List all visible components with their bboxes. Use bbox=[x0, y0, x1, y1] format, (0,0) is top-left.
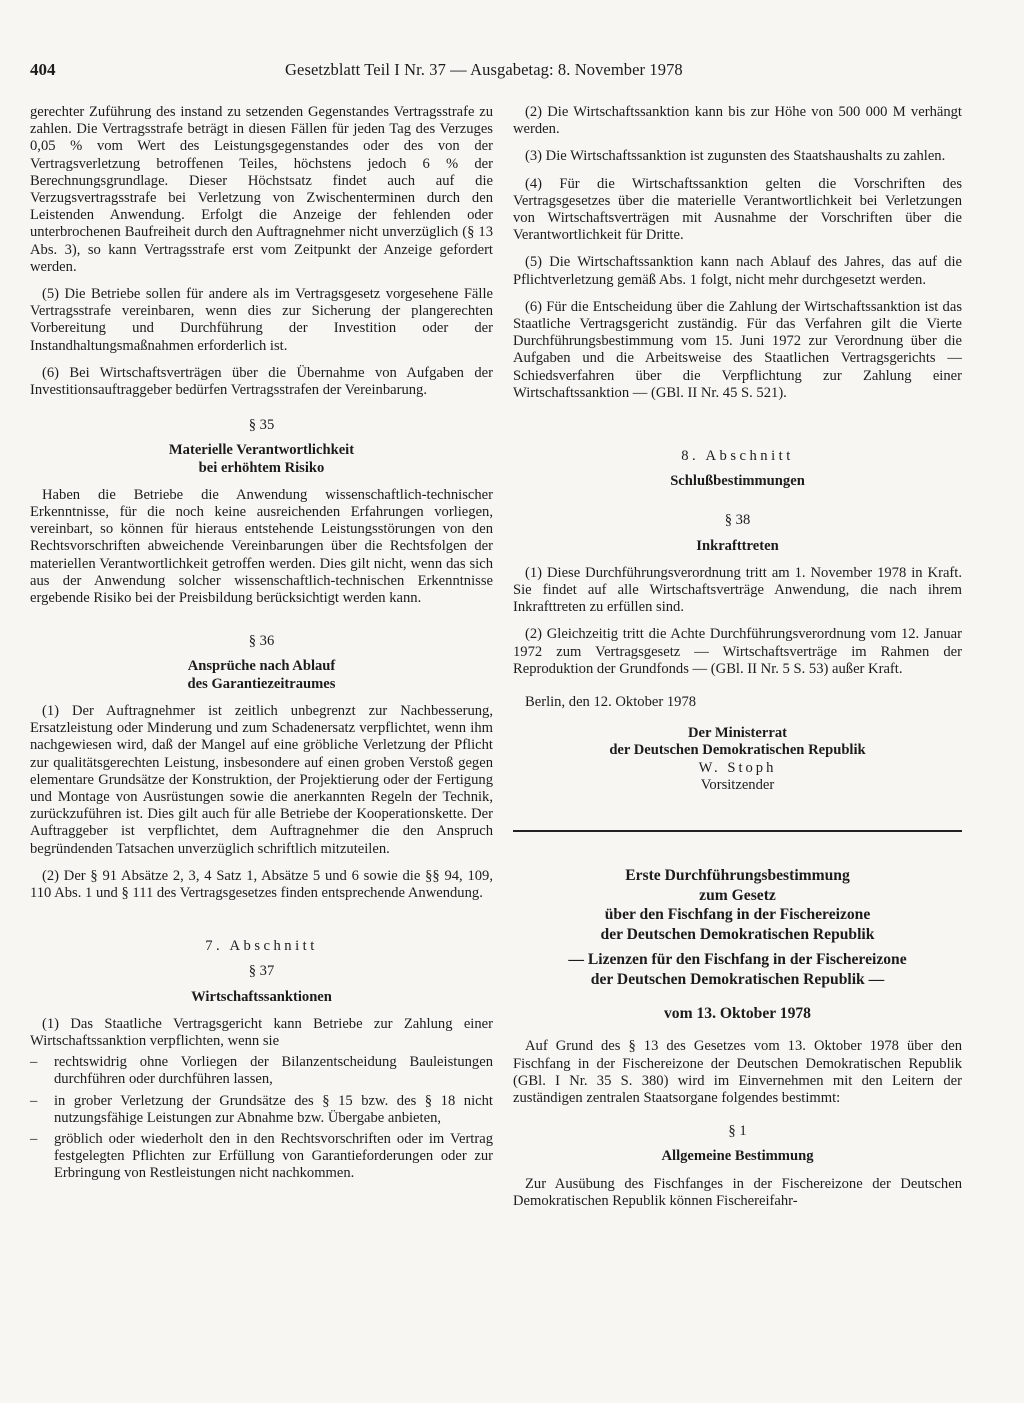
section-37-paragraph-4: (4) Für die Wirtschaftssanktion gelten die Vorschriften des Vertragsgesetzes über die materielle Verantwortlichkeit bei Verletzungen von Wirtschaftsverträgen mit Ausnahme der Vorschriften über die Verantwortlichkeit für Dritte. bbox=[513, 175, 962, 244]
page-header bbox=[30, 60, 990, 84]
decree-title-line: zum Gesetz bbox=[699, 886, 776, 904]
decree-title-line: über den Fischfang in der Fischereizone bbox=[604, 906, 871, 924]
list-item: – rechtswidrig ohne Vorliegen der Bilanzentscheidung Bauleistungen durchführen oder durchführen lassen, bbox=[30, 1054, 493, 1088]
section-37-list bbox=[30, 1054, 493, 1182]
paragraph-5: (5) Die Betriebe sollen für andere als im Vertragsgesetz vorgesehene Fälle Vertragsstrafe vereinbaren, wenn dies zur Sicherung der plangerechten Vorbereitung und Durchführung der Investition oder der Instandhaltungsmaßnahmen erforderlich ist. bbox=[30, 286, 493, 354]
signature-block bbox=[513, 725, 962, 794]
section-35-title bbox=[30, 442, 493, 476]
list-item: – in grober Verletzung der Grundsätze des § 15 bzw. des § 18 nicht nutzungsfähige Leistungen zur Abnahme bzw. Übergabe anbieten, bbox=[30, 1093, 493, 1127]
section-36-title bbox=[30, 658, 493, 692]
header-title: Gesetzblatt Teil I Nr. 37 — Ausgabetag: 8. November 1978 bbox=[285, 60, 683, 79]
section-divider bbox=[513, 830, 962, 832]
paragraph-6: (6) Bei Wirtschaftsverträgen über die Übernahme von Aufgaben der Investitionsauftraggeber bedürfen Vertragsstrafen der Vereinbarung. bbox=[30, 364, 493, 399]
section-37-paragraph-6: (6) Für die Entscheidung über die Zahlung der Wirtschaftssanktion ist das Staatliche Vertragsgericht zuständig. Für das Verfahren gilt die Vierte Durchführungsbestimmung vom 15. Juni 1972 zur Verordnung über die Aufgaben und die Arbeitsweise des Staatlichen Vertragsgerichts — Schiedsverfahren über die Verpflichtung zur Zahlung einer Wirtschaftssanktion — (GBl. II Nr. 45 S. 521). bbox=[513, 298, 962, 401]
section-35-title-line-1: Materielle Verantwortlichkeit bbox=[168, 442, 355, 459]
paragraph-continued: gerechter Zuführung des instand zu setzenden Gegenstandes Vertragsstrafe zu zahlen. Die Vertragsstrafe beträgt in diesen Fällen für jeden Tag des Verzuges 0,05 % vom Wert des Leistungsgegenstandes oder des von der Vertragsverletzung betroffenen Teiles, höchstens jedoch 6 % der Berechnungsgrundlage. Dieser Höchstsatz findet auch auf die Verzugsvertragsstrafe bei Verletzung von Zwischenterminen durch den Leistenden Anwendung. Erfolgt die Anzeige der fehlenden oder unterbrochenen Baufreiheit durch den Auftragnehmer nicht unverzüglich (§ 13 Abs. 3), so kann Vertragsstrafe erst vom Zeitpunkt der Anzeige gefordert werden. bbox=[30, 104, 493, 275]
section-38-number: § 38 bbox=[724, 512, 751, 529]
decree-section-1-title: Allgemeine Bestimmung bbox=[661, 1148, 814, 1165]
decree-title bbox=[513, 866, 962, 989]
section-36-number: § 36 bbox=[248, 633, 275, 650]
section-37-paragraph-2: (2) Die Wirtschaftssanktion kann bis zur Höhe von 500 000 M verhängt werden. bbox=[513, 104, 962, 138]
decree-section-1-number: § 1 bbox=[728, 1123, 747, 1140]
signature-body-line-2: der Deutschen Demokratischen Republik bbox=[609, 742, 866, 759]
right-column bbox=[513, 104, 962, 1220]
decree-intro: Auf Grund des § 13 des Gesetzes vom 13. Oktober 1978 über den Fischfang in der Fischereizone der Deutschen Demokratischen Republik (GBl. I Nr. 35 S. 380) wird im Einvernehmen mit den Leitern der zuständigen zentralen Staatsorgane folgendes bestimmt: bbox=[513, 1038, 962, 1106]
section-38-title: Inkrafttreten bbox=[696, 537, 779, 554]
signature-body: Der Ministerrat bbox=[687, 725, 787, 742]
section-37-paragraph-3: (3) Die Wirtschaftssanktion ist zugunsten des Staatshaushalts zu zahlen. bbox=[525, 148, 946, 165]
section-36-paragraph-1: (1) Der Auftragnehmer ist zeitlich unbegrenzt zur Nachbesserung, Ersatzleistung oder Minderung und zum Schadenersatz verpflichtet, wenn ihm nachgewiesen wird, daß der Mangel auf eine gröbliche Verletzung der Pflicht zur qualitätsgerechten Leistung, insbesondere auf einen groben Verstoß gegen elementare Grundsätze der Konstruktion, der Projektierung oder der Fertigung und Montage von Ausrüstungen sowie die anerkannten Regeln der Technik, zurückzuführen ist. Dies gilt auch für alle Betriebe der Kooperationskette. Der Auftraggeber ist verpflichtet, dem Auftragnehmer die den Anspruch begründenden Tatsachen unverzüglich schriftlich mitzuteilen. bbox=[30, 702, 493, 857]
section-37-paragraph-5: (5) Die Wirtschaftssanktion kann nach Ablauf des Jahres, das auf die Pflichtverletzung gemäß Abs. 1 folgt, nicht mehr durchgesetzt werden. bbox=[513, 254, 962, 288]
decree-section-1-text: Zur Ausübung des Fischfanges in der Fischereizone der Deutschen Demokratischen Republik können Fischereifahr- bbox=[513, 1175, 962, 1209]
place-and-date: Berlin, den 12. Oktober 1978 bbox=[525, 694, 697, 711]
chapter-8-heading: 8. Abschnitt bbox=[681, 448, 794, 465]
decree-title-line: der Deutschen Demokratischen Republik bbox=[600, 925, 875, 943]
signatory-role: Vorsitzender bbox=[700, 776, 775, 793]
decree-subtitle-line: — Lizenzen für den Fischfang in der Fischereizone bbox=[568, 951, 907, 969]
section-36-paragraph-2: (2) Der § 91 Absätze 2, 3, 4 Satz 1, Absätze 5 und 6 sowie die §§ 94, 109, 110 Abs. 1 und § 111 des Vertragsgesetzes finden entsprechende Anwendung. bbox=[30, 867, 493, 901]
chapter-8-title: Schlußbestimmungen bbox=[670, 473, 805, 490]
section-35-title-line-2: bei erhöhtem Risiko bbox=[198, 459, 325, 476]
chapter-7-heading: 7. Abschnitt bbox=[205, 938, 318, 955]
decree-title-line: Erste Durchführungsbestimmung bbox=[625, 867, 850, 885]
section-36-title-line-2: des Garantiezeitraumes bbox=[187, 675, 336, 692]
section-37-paragraph-1: (1) Das Staatliche Vertragsgericht kann Betriebe zur Zahlung einer Wirtschaftssanktion verpflichten, wenn sie bbox=[30, 1015, 493, 1049]
section-37-title: Wirtschaftssanktionen bbox=[191, 988, 332, 1005]
section-36-title-line-1: Ansprüche nach Ablauf bbox=[187, 658, 336, 675]
section-38-paragraph-2: (2) Gleichzeitig tritt die Achte Durchführungsverordnung vom 12. Januar 1972 zum Vertragsgesetz — Wirtschaftsverträge im Rahmen der Reproduktion der Grundfonds — (GBl. II Nr. 5 S. 53) außer Kraft. bbox=[513, 626, 962, 677]
left-column bbox=[30, 104, 493, 1189]
signatory-name: W. Stoph bbox=[698, 759, 777, 776]
section-37-number: § 37 bbox=[248, 963, 275, 980]
decree-date: vom 13. Oktober 1978 bbox=[664, 1005, 811, 1023]
list-item: – gröblich oder wiederholt den in den Rechtsvorschriften oder im Vertrag festgelegten Pflichten zur Erfüllung von Garantieforderungen oder zur Erbringung von Restleistungen nicht nachkommen. bbox=[30, 1131, 493, 1183]
page-number: 404 bbox=[30, 60, 56, 79]
decree-subtitle-line: der Deutschen Demokratischen Republik — bbox=[590, 970, 885, 988]
section-38-paragraph-1: (1) Diese Durchführungsverordnung tritt am 1. November 1978 in Kraft. Sie findet auf alle Wirtschaftsverträge Anwendung, die nach ihrem Inkrafttreten zu erfüllen sind. bbox=[513, 564, 962, 616]
section-35-number: § 35 bbox=[248, 417, 275, 434]
section-35-text: Haben die Betriebe die Anwendung wissenschaftlich-technischer Erkenntnisse, für die noch keine ausreichenden Erfahrungen vorliegen, vereinbart, so können für hieraus entstehende Leistungsstörungen von den Rechtsvorschriften abweichende Vereinbarungen über die Rechtsfolgen der materiellen Verantwortlichkeit getroffen werden. Dies gilt nicht, wenn das sich aus der Anwendung solcher wissenschaftlich-technischen Erkenntnisse ergebende Risiko bei der Preisbildung berücksichtigt werden kann. bbox=[30, 486, 493, 607]
